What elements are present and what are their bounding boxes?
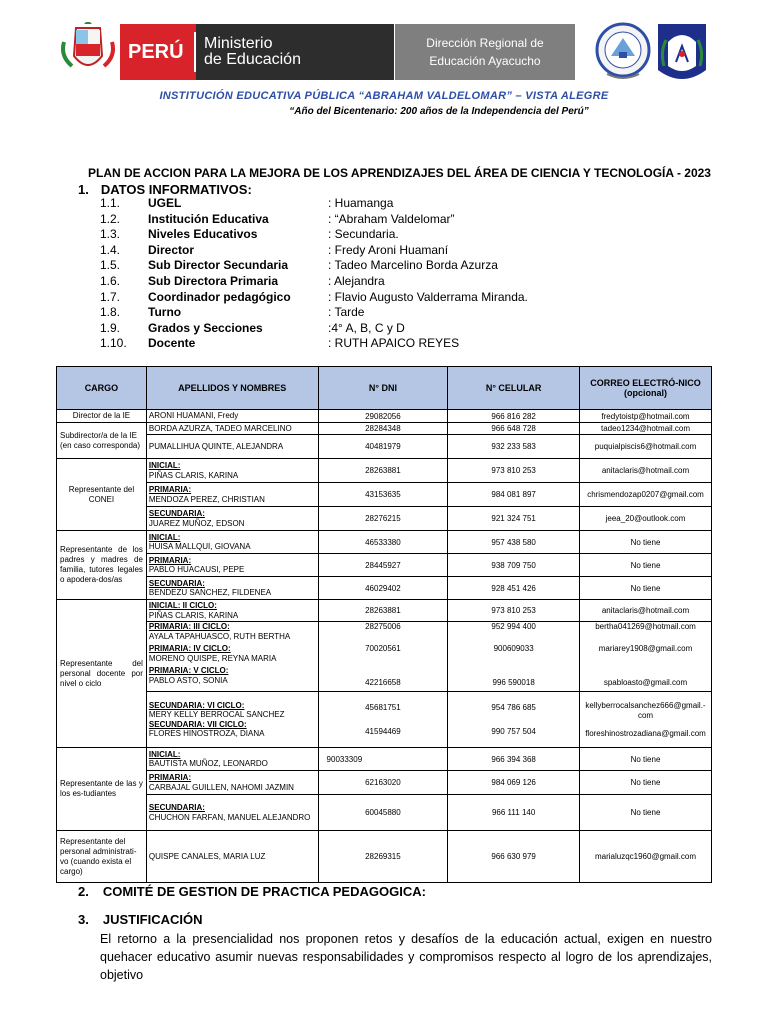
section-1-heading	[78, 182, 264, 197]
email-cell: anitaclaris@hotmail.com	[580, 459, 712, 483]
cargo-cell: Representante de los padres y madres de familia, tutores legales o apodera-dos/as	[57, 531, 147, 600]
info-num: 1.2.	[100, 211, 121, 226]
cargo-cell: Director de la IE	[57, 410, 147, 423]
phone-cell: 928 451 426	[448, 577, 580, 600]
info-label: Director	[148, 242, 195, 257]
dre-line-2: Educación Ayacucho	[429, 54, 541, 68]
phone-cell: 966 816 282	[448, 410, 580, 423]
level-label: INICIAL:	[148, 461, 181, 470]
year-motto: “Año del Bicentenario: 200 años de la Independencia del Perú”	[289, 106, 589, 117]
table-row	[57, 831, 712, 883]
info-num: 1.8.	[100, 305, 121, 320]
level-label: PRIMARIA: V CICLO:	[148, 666, 229, 675]
phone-cell: 973 810 253	[448, 600, 580, 622]
info-label: Institución Educativa	[148, 211, 269, 226]
phone-value: 952 994 400	[491, 622, 536, 631]
phone-cell: 938 709 750	[448, 554, 580, 577]
dni-cell: 28284348	[318, 423, 448, 435]
info-value: : Secundaria.	[328, 227, 399, 242]
dni-cell: 28445927	[318, 554, 448, 577]
phone-cell: 984 069 126	[448, 771, 580, 795]
info-num: 1.7.	[100, 289, 121, 304]
name-cell	[146, 554, 318, 577]
info-label: UGEL	[148, 196, 182, 210]
dni-cell: 40481979	[318, 435, 448, 459]
dni-cell: 28269315	[318, 831, 448, 883]
info-value: : Tarde	[328, 305, 365, 320]
info-value: : RUTH APAICO REYES	[328, 336, 460, 351]
person-name: MENDOZA PEREZ, CHRISTIAN	[148, 494, 265, 504]
person-name: HUISA MALLQUI, GIOVANA	[148, 542, 251, 551]
name-cell: QUISPE CANALES, MARIA LUZ	[146, 831, 318, 883]
table-row	[57, 748, 712, 771]
info-num: 1.10.	[100, 336, 127, 351]
info-value: : Alejandra	[328, 273, 385, 288]
phone-cell	[448, 622, 580, 692]
document-header	[58, 22, 708, 82]
committee-table	[56, 366, 712, 883]
table-row	[57, 507, 712, 531]
dni-cell: 46029402	[318, 577, 448, 600]
phone-cell: 984 081 897	[448, 483, 580, 507]
email-cell: tadeo1234@hotmail.com	[580, 423, 712, 435]
info-list	[100, 196, 600, 352]
email-cell: fredytoistp@hotmail.com	[580, 410, 712, 423]
info-row	[100, 290, 600, 306]
section-1-label: DATOS INFORMATIVOS:	[100, 182, 252, 197]
info-row	[100, 243, 600, 259]
phone-cell: 966 111 140	[448, 795, 580, 831]
email-value: floreshinostrozadiana@gmail.com	[585, 728, 706, 738]
section-3-number: 3.	[78, 912, 89, 927]
dni-cell: 29082056	[318, 410, 448, 423]
email-cell	[580, 622, 712, 692]
level-label: SECUNDARIA:	[148, 509, 205, 518]
info-num: 1.5.	[100, 258, 121, 273]
person-name: PABLO HUACAUSI, PEPE	[148, 565, 245, 574]
info-label: Turno	[148, 305, 182, 320]
phone-value: 900609033	[493, 644, 534, 653]
name-cell: ARONI HUAMANI, Fredy	[146, 410, 318, 423]
peru-label: PERÚ	[120, 32, 196, 72]
iep-vista-alegre-logo-icon	[656, 22, 708, 86]
info-num: 1.6.	[100, 273, 121, 288]
person-name: BENDEZU SANCHEZ, FILDENEA	[148, 588, 272, 597]
section-1-number: 1.	[78, 182, 89, 197]
table-row	[57, 795, 712, 831]
email-cell: No tiene	[580, 771, 712, 795]
name-cell: BORDA AZURZA, TADEO MARCELINO	[146, 423, 318, 435]
phone-cell: 966 630 979	[448, 831, 580, 883]
col-header-dni: N° DNI	[318, 367, 448, 410]
person-name: FLORES HINOSTROZA, DIANA	[148, 729, 265, 738]
dni-cell: 43153635	[318, 483, 448, 507]
name-cell	[146, 600, 318, 622]
institution-name: INSTITUCIÓN EDUCATIVA PÚBLICA “ABRAHAM VALDELOMAR” – VISTA ALEGRE	[159, 90, 609, 102]
cargo-cell: Representante del CONEI	[57, 459, 147, 531]
table-row	[57, 483, 712, 507]
phone-cell	[448, 692, 580, 748]
info-num: 1.1.	[100, 196, 121, 210]
info-row	[100, 258, 600, 274]
email-cell: No tiene	[580, 748, 712, 771]
dni-cell: 90033309	[318, 748, 448, 771]
info-num: 1.4.	[100, 242, 121, 257]
phone-cell: 966 648 728	[448, 423, 580, 435]
person-name: BAUTISTA MUÑOZ, LEONARDO	[148, 759, 268, 768]
email-cell: puquialpiscis6@hotmail.com	[580, 435, 712, 459]
section-2-heading	[78, 884, 426, 899]
level-label: PRIMARIA:	[148, 773, 192, 782]
table-row	[57, 771, 712, 795]
name-cell	[146, 692, 318, 748]
info-value: : Tadeo Marcelino Borda Azurza	[328, 258, 498, 273]
name-cell	[146, 771, 318, 795]
col-header-names: APELLIDOS Y NOMBRES	[146, 367, 318, 410]
email-cell: No tiene	[580, 795, 712, 831]
info-value: : “Abraham Valdelomar”	[328, 211, 455, 226]
email-cell: jeea_20@outlook.com	[580, 507, 712, 531]
email-cell: No tiene	[580, 577, 712, 600]
cargo-cell: Representante de las y los es-tudiantes	[57, 748, 147, 831]
info-label: Sub Directora Primaria	[148, 273, 279, 288]
info-label: Sub Director Secundaria	[148, 258, 289, 273]
email-cell: No tiene	[580, 554, 712, 577]
table-row	[57, 692, 712, 748]
info-value: : Fredy Aroni Huamaní	[328, 242, 449, 257]
info-row	[100, 274, 600, 290]
section-3-label: JUSTIFICACIÓN	[102, 912, 203, 927]
dni-cell: 28276215	[318, 507, 448, 531]
table-row	[57, 410, 712, 423]
name-cell	[146, 531, 318, 554]
name-cell	[146, 795, 318, 831]
phone-cell: 957 438 580	[448, 531, 580, 554]
cargo-cell: Representante del personal docente por nivel o ciclo	[57, 600, 147, 748]
name-cell	[146, 507, 318, 531]
info-row	[100, 321, 600, 337]
cargo-cell: Subdirector/a de la IE (en caso corresponda)	[57, 423, 147, 459]
table-row	[57, 577, 712, 600]
info-label: Coordinador pedagógico	[148, 289, 291, 304]
justification-paragraph: El retorno a la presencialidad nos proponen retos y desafíos de la educación actual, exigen en nuestro quehacer educativo asumir nuevas responsabilidades y compromisos respecto al logro de los aprendizajes, objetivo	[100, 932, 712, 982]
name-cell: PUMALLIHUA QUINTE, ALEJANDRA	[146, 435, 318, 459]
level-label: INICIAL:	[148, 749, 181, 759]
name-cell	[146, 622, 318, 692]
dni-value: 41594469	[365, 726, 401, 736]
dni-value: 70020561	[365, 644, 401, 653]
table-header-row	[57, 367, 712, 410]
level-label: PRIMARIA: III CICLO:	[148, 622, 230, 631]
name-cell	[146, 748, 318, 771]
phone-cell: 966 394 368	[448, 748, 580, 771]
email-cell: marialuzqc1960@gmail.com	[580, 831, 712, 883]
phone-value: 954 786 685	[491, 702, 536, 712]
info-label: Niveles Educativos	[148, 227, 258, 242]
person-name: PABLO ASTO, SONIA	[148, 675, 228, 685]
phone-value: 990 757 504	[491, 726, 536, 736]
phone-cell: 932 233 583	[448, 435, 580, 459]
level-label: PRIMARIA:	[148, 485, 192, 494]
phone-cell: 921 324 751	[448, 507, 580, 531]
info-num: 1.3.	[100, 227, 121, 242]
table-row	[57, 459, 712, 483]
level-label: INICIAL:	[148, 532, 181, 542]
name-cell	[146, 577, 318, 600]
table-row	[57, 600, 712, 622]
level-label: PRIMARIA:	[148, 555, 192, 565]
dni-cell: 62163020	[318, 771, 448, 795]
person-name: MORENO QUISPE, REYNA MARIA	[148, 653, 277, 663]
person-name: PIÑAS CLARIS, KARINA	[148, 610, 239, 620]
info-row	[100, 227, 600, 243]
ministry-label	[196, 24, 394, 80]
email-cell: No tiene	[580, 531, 712, 554]
email-value: spabloasto@gmail.com	[603, 678, 688, 687]
table-row	[57, 435, 712, 459]
table-row	[57, 531, 712, 554]
name-cell	[146, 459, 318, 483]
dni-value: 42216658	[365, 678, 401, 687]
level-label: PRIMARIA: IV CICLO:	[148, 644, 231, 653]
section-3-heading	[78, 912, 203, 927]
level-label: INICIAL: II CICLO:	[148, 601, 217, 610]
info-value: : Huamanga	[328, 196, 394, 210]
email-value: kellyberrocalsanchez666@gmail.-com	[585, 700, 706, 720]
table-row	[57, 554, 712, 577]
level-label: SECUNDARIA:	[148, 803, 205, 812]
document-title: PLAN DE ACCION PARA LA MEJORA DE LOS APRENDIZAJES DEL ÁREA DE CIENCIA Y TECNOLOGÍA - 2023	[88, 166, 711, 180]
info-value: : Flavio Augusto Valderrama Miranda.	[328, 289, 528, 304]
section-2-label: COMITÉ DE GESTION DE PRACTICA PEDAGOGICA:	[102, 884, 426, 899]
dni-cell	[318, 622, 448, 692]
dni-cell	[318, 692, 448, 748]
email-cell: chrismendozap0207@gmail.com	[580, 483, 712, 507]
person-name: PIÑAS CLARIS, KARINA	[148, 470, 239, 480]
table-row	[57, 423, 712, 435]
person-name: MERY KELLY BERROCAL SANCHEZ	[148, 710, 285, 719]
info-row	[100, 305, 600, 321]
col-header-email: CORREO ELECTRÓ-NICO (opcional)	[580, 367, 712, 410]
info-row	[100, 212, 600, 228]
dre-logo	[395, 24, 575, 80]
minedu-logo	[120, 24, 394, 80]
ministry-line-1: Ministerio	[204, 35, 273, 52]
dni-cell: 28263881	[318, 459, 448, 483]
phone-cell: 973 810 253	[448, 459, 580, 483]
peru-coat-of-arms-icon	[58, 22, 118, 80]
ministry-line-2: de Educación	[204, 51, 301, 68]
dni-cell: 46533380	[318, 531, 448, 554]
email-value: mariarey1908@gmail.com	[598, 644, 693, 653]
dni-value: 28275006	[365, 622, 401, 631]
dni-cell: 28263881	[318, 600, 448, 622]
level-label: SECUNDARIA:	[148, 578, 205, 588]
section-2-number: 2.	[78, 884, 89, 899]
phone-value: 996 590018	[492, 678, 535, 687]
school-seal-icon	[593, 22, 653, 82]
dre-line-1: Dirección Regional de	[426, 36, 544, 50]
info-row	[100, 196, 600, 212]
dni-value: 45681751	[365, 702, 401, 712]
info-num: 1.9.	[100, 320, 121, 335]
email-cell: anitaclaris@hotmail.com	[580, 600, 712, 622]
person-name: CHUCHON FARFAN, MANUEL ALEJANDRO	[148, 812, 311, 822]
info-label: Grados y Secciones	[148, 320, 263, 335]
cargo-cell: Representante del personal administrati-vo (cuando exista el cargo)	[57, 831, 147, 883]
info-row	[100, 336, 600, 352]
person-name: CARBAJAL GUILLEN, NAHOMI JAZMIN	[148, 782, 294, 792]
person-name: AYALA TAPAHUASCO, RUTH BERTHA	[148, 631, 291, 641]
col-header-cargo: CARGO	[57, 367, 147, 410]
table-row	[57, 622, 712, 692]
email-value: bertha041269@hotmail.com	[595, 622, 696, 631]
info-value: :4° A, B, C y D	[328, 320, 405, 335]
level-label: SECUNDARIA: VI CICLO:	[148, 700, 245, 710]
col-header-phone: N° CELULAR	[448, 367, 580, 410]
email-cell	[580, 692, 712, 748]
dni-cell: 60045880	[318, 795, 448, 831]
info-label: Docente	[148, 336, 196, 351]
level-label: SECUNDARIA: VII CICLO:	[148, 719, 247, 729]
person-name: JUAREZ MUÑOZ, EDSON	[148, 518, 245, 528]
name-cell	[146, 483, 318, 507]
